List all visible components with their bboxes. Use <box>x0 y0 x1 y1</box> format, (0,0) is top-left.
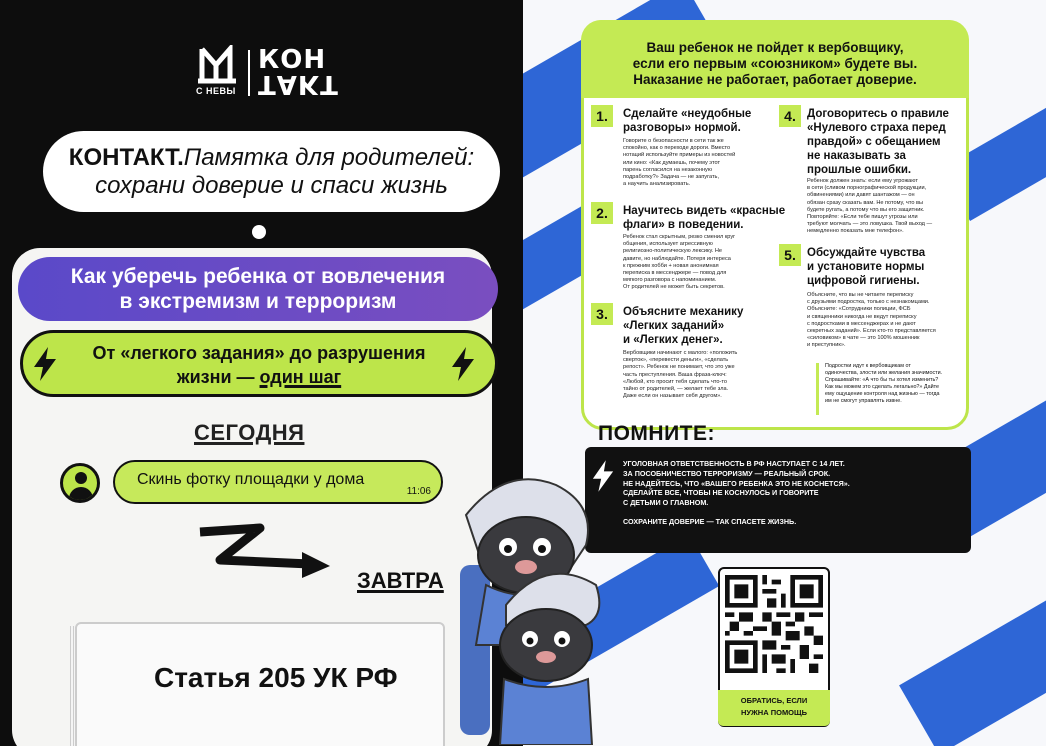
today-label: СЕГОДНЯ <box>194 420 305 445</box>
connector-dot <box>252 225 266 239</box>
kontakt-logo <box>258 45 339 99</box>
kontakt-logo-top: КОН <box>258 45 327 75</box>
step-title: Научитесь видеть «красные флаги» в поведении. <box>623 205 786 231</box>
banner-line-1: Как уберечь ребенка от вовлечения <box>70 265 446 288</box>
step-text: Объясните, что вы не читаете переписку с друзьями подростка, только с незнакомцами. Объясните: «Сотрудники полиции, ФСБ и священники никогда не ведут переписку с подростками в мессенджерах и не дают секретных заданий». Если кто-то представляется «силовиком» в чате — это 100% мошенник и преступник». <box>807 292 936 349</box>
chat-message <box>113 460 443 504</box>
step-number: 4. <box>779 105 801 127</box>
chat-message-time: 11:06 <box>406 486 431 497</box>
warning-bar <box>20 330 498 397</box>
blue-stripe <box>899 565 1046 746</box>
card-header-line-2: если его первым «союзником» будете вы. <box>632 56 918 71</box>
title-bold: КОНТАКТ. <box>68 144 184 171</box>
step-title: Обсуждайте чувства и установите нормы цифровой гигиены. <box>807 247 926 287</box>
remember-text: УГОЛОВНАЯ ОТВЕТСТВЕННОСТЬ В РФ НАСТУПАЕТ С 14 ЛЕТ. ЗА ПОСОБНИЧЕСТВО ТЕРРОРИЗМУ — РЕАЛЬНЫЙ СРОК. НЕ НАДЕЙТЕСЬ, ЧТО «ВАШЕГО РЕБЕНКА ЭТО НЕ КОСНЕТСЯ». СДЕЛАЙТЕ ВСЕ, ЧТОБЫ НЕ КОСНУЛОСЬ И ГОВОРИТЕ С ДЕТЬМИ О ГЛАВНОМ. СОХРАНИТЕ ДОВЕРИЕ — ТАК СПАСЕТЕ ЖИЗНЬ. <box>623 459 850 526</box>
arrow-icon <box>190 520 350 590</box>
qr-help-label: ОБРАТИСЬ, ЕСЛИ НУЖНА ПОМОЩЬ <box>718 690 830 726</box>
banner-line-2: в экстремизм и терроризм <box>119 290 397 313</box>
tip-note: Подростки идут к вербовщикам от одиночества, злости или желания значимости. Спрашивайте: «А что бы ты хотел изменить? Как мы можем это сделать легально?» Дайте ему ощущение контроля над жизнью — тогда им не смогут управлять извне. <box>816 363 956 415</box>
kontakt-logo-bottom: ТАКТ <box>258 69 339 99</box>
lightning-icon <box>32 347 58 381</box>
tomorrow-label: ЗАВТРА <box>357 568 444 593</box>
qr-code-icon[interactable] <box>725 575 823 673</box>
tips-card-header <box>581 20 969 98</box>
step-number: 5. <box>779 244 801 266</box>
chat-message-text: Скинь фотку площадки у дома <box>137 471 365 488</box>
lightning-icon <box>450 347 476 381</box>
step-title: Договоритесь о правиле «Нулевого страха перед правдой» с обещанием не наказывать за прошлые ошибки. <box>807 108 949 176</box>
avatar-icon <box>60 463 100 503</box>
mascot-illustration <box>446 455 616 745</box>
topic-banner <box>18 257 498 321</box>
page-title <box>43 131 500 212</box>
article-label: Статья 205 УК РФ <box>154 662 398 693</box>
warning-line-2-underlined: один шаг <box>259 367 342 387</box>
step-text: Вербовщики начинают с малого: «положить сверток», «перевести деньги», «сделать репост». Ребенок не понимает, что это уже часть преступления. Ваша фраза-ключ: «Любой, кто просит тебя сделать что-то тайно от родителей, — желает тебе зла. Даже если он называет себя другом». <box>623 350 738 400</box>
card-header-line-3: Наказание не работает, работает доверие. <box>633 72 917 87</box>
logo-divider <box>248 50 250 96</box>
title-italic-1: Памятка для родителей: <box>183 144 475 171</box>
title-italic-2: сохрани доверие и спаси жизнь <box>95 172 448 199</box>
warning-line-1: От «легкого задания» до разрушения <box>92 343 426 363</box>
step-text: Ребенок стал скрытным, резко сменил круг общения, использует агрессивную религиозно-политическую лексику. Не давите, но наблюдайте. Потеря интереса к прежним хобби + новая анонимная переписка в мессенджере — повод для мягкого разговора с напоминанием. От родителей не может быть секретов. <box>623 234 736 291</box>
step-text: Говорите о безопасности в сети так же спокойно, как о переходе дороги. Вместо нотаций используйте примеры из новостей или кино: «Как думаешь, почему этот парень согласился на незаконную подработку?» Задача — не запугать, а научить анализировать. <box>623 138 736 188</box>
warning-line-2-prefix: жизни — <box>176 367 260 387</box>
step-number: 2. <box>591 202 613 224</box>
step-title: Сделайте «неудобные разговоры» нормой. <box>623 108 752 134</box>
step-text: Ребенок должен знать: если ему угрожают в сети (сливом порнографической продукции, обвинениями) или давят шантажом — он обязан сразу сказать вам. Не потому, что вы будете ругать, а потому что вы его защитник. Повторяйте: «Если тебе пишут угрозы или требуют молчать — это ловушка. Твой выход — немедленно показать мне телефон». <box>807 178 933 235</box>
step-number: 3. <box>591 303 613 325</box>
remember-heading: ПОМНИТЕ: <box>598 422 716 445</box>
step-number: 1. <box>591 105 613 127</box>
step-title: Объясните механику «Легких заданий» и «Легких денег». <box>623 306 744 346</box>
s-nevy-caption: С НЕВЫ <box>196 86 236 96</box>
card-header-line-1: Ваш ребенок не пойдет к вербовщику, <box>646 40 904 55</box>
